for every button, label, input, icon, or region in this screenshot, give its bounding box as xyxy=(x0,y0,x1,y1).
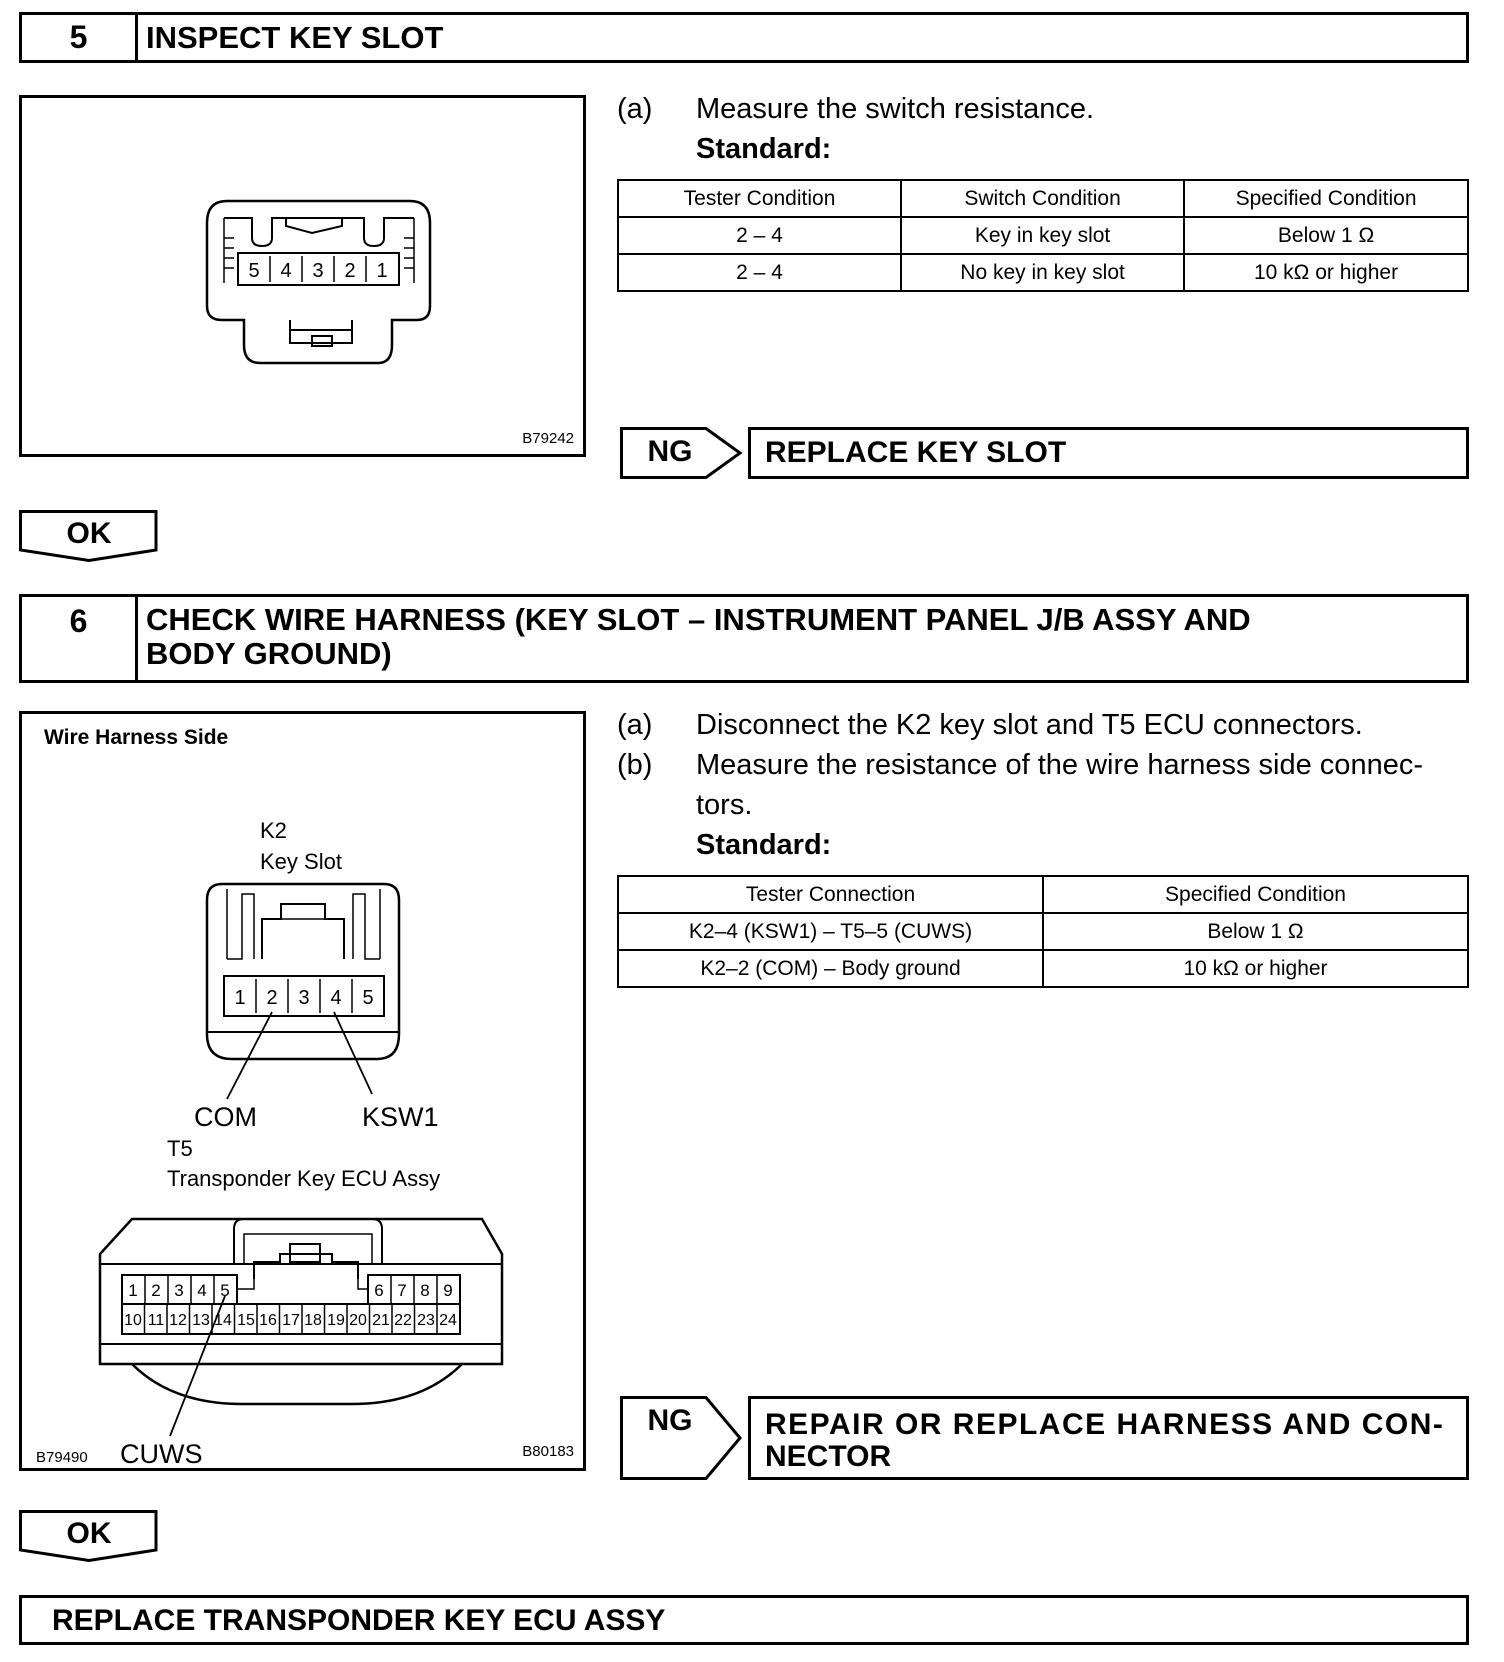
step5-spec-table xyxy=(617,179,1469,292)
table-cell: K2–4 (KSW1) – T5–5 (CUWS) xyxy=(618,913,1043,950)
step6-ng-tag xyxy=(620,1396,744,1480)
step6-instr-a-marker: (a) xyxy=(617,709,653,741)
t5-pin: 22 xyxy=(394,1312,412,1329)
t5-pin: 20 xyxy=(349,1312,367,1329)
t5-pin: 7 xyxy=(397,1281,407,1300)
step6-number: 6 xyxy=(22,597,138,680)
table-cell: Below 1 Ω xyxy=(1043,913,1468,950)
t5-pin: 13 xyxy=(192,1312,210,1329)
table-cell: 10 kΩ or higher xyxy=(1043,950,1468,987)
t5-pin: 17 xyxy=(282,1312,300,1329)
step5-instruction-marker: (a) xyxy=(617,93,653,125)
k-pin-3: 3 xyxy=(312,260,324,282)
step5-number: 5 xyxy=(22,15,138,60)
step6-standard-label: Standard: xyxy=(696,829,832,861)
table-header: Specified Condition xyxy=(1184,180,1468,217)
step6-ng-action xyxy=(748,1396,1469,1480)
t5-pin: 10 xyxy=(124,1312,142,1329)
table-header: Tester Connection xyxy=(618,876,1043,913)
ok-label: OK xyxy=(66,517,112,550)
step5-ng-action xyxy=(748,427,1469,479)
t5-pin: 21 xyxy=(372,1312,390,1329)
step6-ok-tag xyxy=(19,1510,159,1562)
step5-ok-tag xyxy=(19,510,159,562)
step6-figure xyxy=(19,711,586,1471)
figure-code-right: B80183 xyxy=(522,1443,574,1460)
t5-pin: 24 xyxy=(439,1312,457,1329)
final-action xyxy=(19,1595,1469,1645)
ok-label: OK xyxy=(66,1517,112,1550)
table-cell: K2–2 (COM) – Body ground xyxy=(618,950,1043,987)
table-cell: Below 1 Ω xyxy=(1184,217,1468,254)
k2-label: K2 xyxy=(260,818,287,843)
step5-instruction: Measure the switch resistance. xyxy=(696,93,1095,125)
figure-title: Wire Harness Side xyxy=(44,726,229,749)
t5-pin: 15 xyxy=(237,1312,255,1329)
step5-standard-label: Standard: xyxy=(696,133,832,165)
ng-action-text: REPLACE KEY SLOT xyxy=(765,436,1067,469)
k-pin-2: 2 xyxy=(344,260,356,282)
t5-label: T5 xyxy=(167,1136,193,1161)
t5-pin: 18 xyxy=(304,1312,322,1329)
t5-pin: 6 xyxy=(374,1281,384,1300)
ng-label: NG xyxy=(647,1404,693,1437)
ksw1-label: KSW1 xyxy=(362,1102,439,1132)
k2-pin: 4 xyxy=(330,987,342,1009)
t5-pin: 3 xyxy=(174,1281,184,1300)
t5-pin: 2 xyxy=(151,1281,161,1300)
t5-pin: 4 xyxy=(197,1281,207,1300)
k2-pin: 1 xyxy=(234,987,246,1009)
step6-title-line1: CHECK WIRE HARNESS (KEY SLOT – INSTRUMENT PANEL J/B ASSY AND xyxy=(146,602,1251,637)
step6-instr-b-line1: Measure the resistance of the wire harness side connec- xyxy=(696,749,1423,781)
table-cell: Key in key slot xyxy=(901,217,1184,254)
table-cell: 2 – 4 xyxy=(618,217,901,254)
step5-header xyxy=(19,12,1469,63)
final-action-text: REPLACE TRANSPONDER KEY ECU ASSY xyxy=(52,1604,666,1637)
table-row xyxy=(618,254,1468,291)
k-pin-4: 4 xyxy=(280,260,292,282)
table-header: Tester Condition xyxy=(618,180,901,217)
t5-pin: 14 xyxy=(214,1312,232,1329)
k2-pin: 5 xyxy=(362,987,374,1009)
t5-pin: 16 xyxy=(259,1312,277,1329)
ng-action-line2: NECTOR xyxy=(765,1440,892,1473)
step6-instr-a: Disconnect the K2 key slot and T5 ECU connectors. xyxy=(696,709,1363,741)
step5-title: INSPECT KEY SLOT xyxy=(146,20,444,55)
k2-pin: 2 xyxy=(266,987,278,1009)
step5-ng-tag xyxy=(620,427,744,479)
com-label: COM xyxy=(194,1102,257,1132)
ng-label: NG xyxy=(647,435,693,468)
t5-pin: 9 xyxy=(443,1281,453,1300)
table-row xyxy=(618,950,1468,987)
figure-code-left: B79490 xyxy=(36,1449,88,1466)
table-cell: No key in key slot xyxy=(901,254,1184,291)
table-row xyxy=(618,913,1468,950)
table-header-row xyxy=(618,876,1468,913)
table-cell: 10 kΩ or higher xyxy=(1184,254,1468,291)
t5-name: Transponder Key ECU Assy xyxy=(167,1166,441,1191)
t5-pin: 12 xyxy=(169,1312,187,1329)
figure-code: B79242 xyxy=(522,430,574,447)
table-row xyxy=(618,217,1468,254)
step6-title-line2: BODY GROUND) xyxy=(146,636,392,671)
k-pin-1: 1 xyxy=(376,260,388,282)
step6-spec-table xyxy=(617,875,1469,988)
key-slot-connector-diagram xyxy=(22,98,583,454)
t5-pin: 23 xyxy=(417,1312,435,1329)
k2-pin: 3 xyxy=(298,987,310,1009)
t5-pin: 19 xyxy=(327,1312,345,1329)
table-header: Specified Condition xyxy=(1043,876,1468,913)
step5-figure xyxy=(19,95,586,457)
step6-header xyxy=(19,594,1469,683)
table-header: Switch Condition xyxy=(901,180,1184,217)
t5-pin: 1 xyxy=(128,1281,138,1300)
step6-instr-b-line2: tors. xyxy=(696,789,753,821)
table-header-row xyxy=(618,180,1468,217)
t5-pin: 5 xyxy=(220,1281,230,1300)
step6-instr-b-marker: (b) xyxy=(617,749,653,781)
wire-harness-diagram xyxy=(22,714,583,1468)
ng-action-line1: REPAIR OR REPLACE HARNESS AND CON- xyxy=(765,1408,1445,1441)
t5-pin: 11 xyxy=(147,1312,165,1329)
k-pin-5: 5 xyxy=(248,260,260,282)
table-cell: 2 – 4 xyxy=(618,254,901,291)
cuws-label: CUWS xyxy=(120,1439,203,1468)
t5-pin: 8 xyxy=(420,1281,430,1300)
k2-name: Key Slot xyxy=(260,849,342,874)
